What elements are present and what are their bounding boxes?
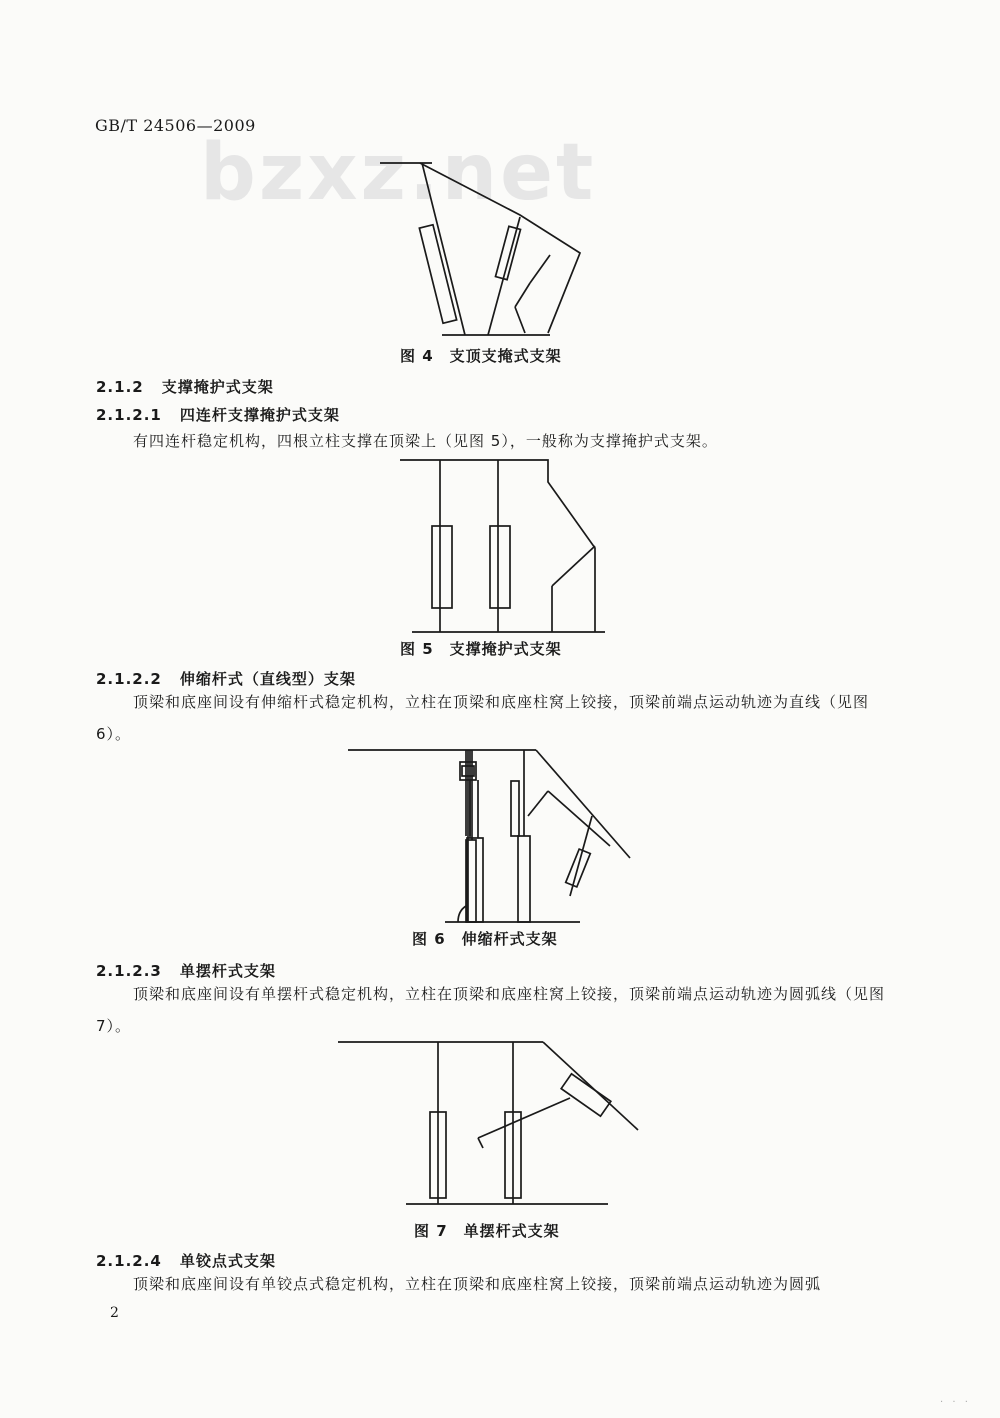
figure-4-title: 支顶支掩式支架	[449, 347, 562, 365]
figure-7-caption	[414, 1220, 560, 1241]
section-title: 伸缩杆式（直线型）支架	[179, 670, 356, 688]
figure-5-label: 图 5	[400, 640, 434, 658]
figure-7-diagram	[338, 1038, 648, 1208]
section-2-1-2-1-text: 有四连杆稳定机构，四根立柱支撑在顶梁上（见图 5），一般称为支撑掩护式支架。	[133, 432, 718, 450]
figure-7-title: 单摆杆式支架	[463, 1222, 560, 1240]
section-2-1-2-2-text: 顶梁和底座间设有伸缩杆式稳定机构，立柱在顶梁和底座柱窝上铰接，顶梁前端点运动轨迹为直线（见图 6）。	[96, 693, 870, 743]
figure-6-title: 伸缩杆式支架	[461, 930, 558, 948]
section-number: 2.1.2	[96, 378, 144, 396]
section-2-1-2-4-text: 顶梁和底座间设有单铰点式稳定机构，立柱在顶梁和底座柱窝上铰接，顶梁前端点运动轨迹为圆弧	[133, 1275, 822, 1293]
figure-5-caption	[400, 638, 562, 659]
section-title: 单摆杆式支架	[179, 962, 276, 980]
figure-6-caption	[412, 928, 558, 949]
figure-5-diagram	[400, 456, 620, 636]
figure-4-label: 图 4	[400, 347, 434, 365]
section-2-1-2-1-heading	[96, 404, 340, 425]
page-number: 2	[110, 1305, 119, 1321]
section-number: 2.1.2.1	[96, 406, 162, 424]
section-title: 支撑掩护式支架	[161, 378, 274, 396]
figure-4-caption	[400, 345, 562, 366]
standard-code: GB/T 24506—2009	[95, 116, 256, 135]
figure-7-label: 图 7	[414, 1222, 448, 1240]
section-number: 2.1.2.4	[96, 1252, 162, 1270]
section-title: 四连杆支撑掩护式支架	[179, 406, 340, 424]
section-title: 单铰点式支架	[179, 1252, 276, 1270]
section-number: 2.1.2.2	[96, 670, 162, 688]
figure-5-title: 支撑掩护式支架	[449, 640, 562, 658]
figure-6-label: 图 6	[412, 930, 446, 948]
section-2-1-2-heading	[96, 376, 274, 397]
figure-6-diagram	[348, 746, 638, 926]
figure-4-diagram	[380, 155, 600, 345]
section-number: 2.1.2.3	[96, 962, 162, 980]
section-2-1-2-3-text: 顶梁和底座间设有单摆杆式稳定机构，立柱在顶梁和底座柱窝上铰接，顶梁前端点运动轨迹为圆弧线（见图 7）。	[96, 985, 886, 1035]
watermark-logo: bzxz.net	[200, 128, 597, 218]
footer-marks: · · ·	[940, 1397, 971, 1408]
